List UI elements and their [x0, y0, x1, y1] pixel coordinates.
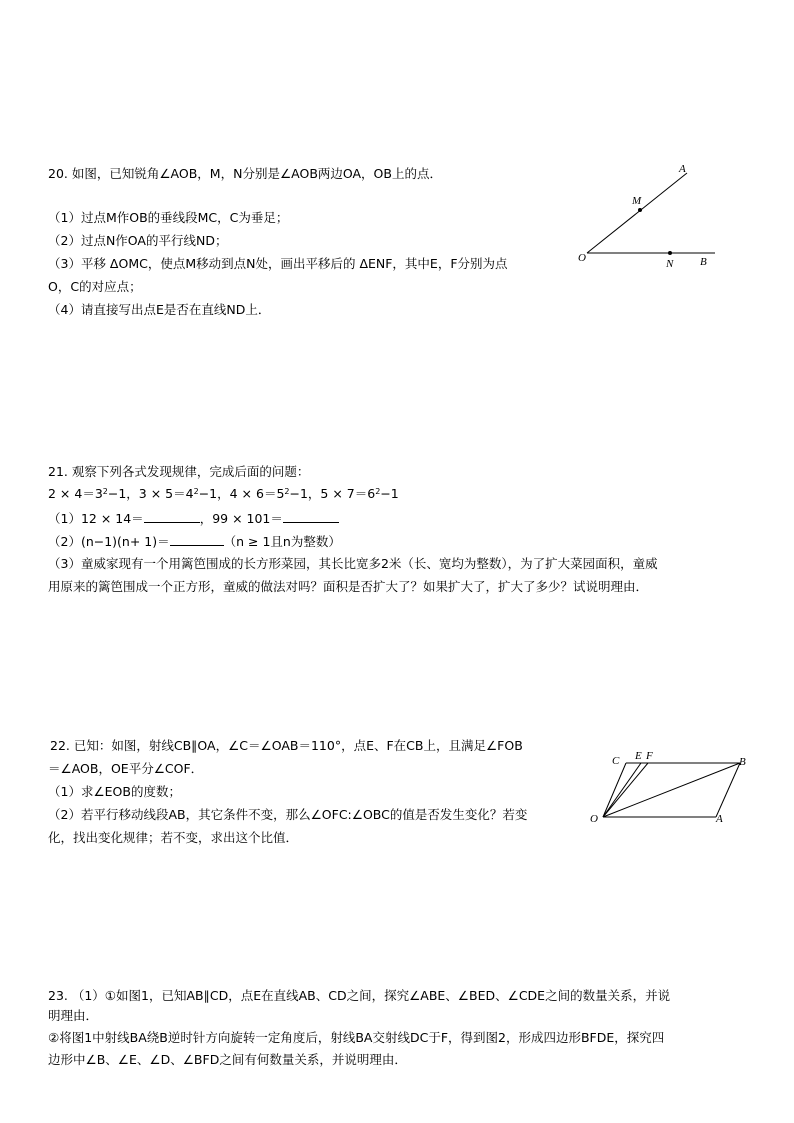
q20-part4: （4）请直接写出点E是否在直线ND上．	[48, 302, 271, 317]
eq-part: −1	[380, 486, 399, 501]
q22-part1: （1）求∠EOB的度数；	[48, 784, 181, 799]
point-n	[668, 251, 672, 255]
q22-part2-line2: 化，找出变化规律；若不变，求出这个比值．	[48, 830, 299, 845]
q21-part2-condition: （n ≥ 1且n为整数）	[223, 534, 341, 549]
eq-part: −1，5 × 7＝6	[289, 486, 376, 501]
label-o: O	[578, 252, 586, 264]
q21-part2-label: （2）(n−1)(n+ 1)＝	[48, 534, 170, 549]
segment-oe	[603, 763, 641, 817]
q20-part1: （1）过点M作OB的垂线段MC，C为垂足；	[48, 210, 289, 225]
label-a: A	[716, 813, 723, 825]
answer-blank[interactable]	[144, 510, 200, 523]
q23-line3: ②将图1中射线BA绕B逆时针方向旋转一定角度后，射线BA交射线DC于F，得到图2，形成四边形BFDE，探究四	[48, 1030, 665, 1045]
q22-stem-line1: 22. 已知：如图，射线CB∥OA，∠C＝∠OAB＝110°，点E、F在CB上，且满足∠FOB	[50, 738, 523, 753]
eq-part: 2 × 4＝3	[48, 486, 103, 501]
q20-part2: （2）过点N作OA的平行线ND；	[48, 233, 228, 248]
q23-line2: 明理由．	[48, 1008, 99, 1023]
label-c: C	[612, 755, 620, 767]
eq-part: −1，4 × 6＝5	[198, 486, 285, 501]
q23-line1: 23. （1）①如图1，已知AB∥CD，点E在直线AB、CD之间，探究∠ABE、∠BED、∠CDE之间的数量关系，并说	[48, 988, 671, 1003]
answer-blank[interactable]	[170, 533, 224, 546]
q22-part2-line1: （2）若平行移动线段AB，其它条件不变，那么∠OFC:∠OBC的值是否发生变化？若变	[48, 807, 528, 822]
q22-figure	[585, 745, 755, 830]
label-o: O	[590, 813, 598, 825]
eq-part: −1，3 × 5＝4	[107, 486, 194, 501]
q22-stem-line2: ＝∠AOB，OE平分∠COF．	[48, 761, 204, 776]
label-b: B	[700, 256, 707, 268]
label-a: A	[679, 163, 686, 175]
exponent: 2	[284, 487, 290, 496]
point-m	[638, 208, 642, 212]
q21-part2	[48, 533, 341, 550]
q21-stem: 21. 观察下列各式发现规律，完成后面的问题：	[48, 464, 310, 479]
q23-line4: 边形中∠B、∠E、∠D、∠BFD之间有何数量关系，并说明理由．	[48, 1052, 407, 1067]
q21-part3-line2: 用原来的篱笆围成一个正方形，童威的做法对吗？面积是否扩大了？如果扩大了，扩大了多少？试说明理由．	[48, 579, 649, 594]
q20-figure	[570, 160, 730, 270]
q21-equations	[48, 486, 399, 502]
q21-part1-label: （1）12 × 14＝	[48, 511, 144, 526]
q20-stem: 20. 如图，已知锐角∠AOB，M，N分别是∠AOB两边OA，OB上的点．	[48, 166, 442, 181]
label-e: E	[635, 750, 642, 762]
answer-blank[interactable]	[283, 510, 339, 523]
exponent: 2	[375, 487, 381, 496]
q20-part3-line1: （3）平移 ΔOMC，使点M移动到点N处，画出平移后的 ΔENF，其中E，F分别为点	[48, 256, 508, 271]
label-m: M	[632, 195, 642, 207]
ray-oa	[587, 173, 687, 253]
segment-of	[603, 763, 648, 817]
exponent: 2	[102, 487, 108, 496]
q20-part3-line2: O，C的对应点；	[48, 279, 142, 294]
q21-part1	[48, 510, 339, 527]
label-b: B	[739, 756, 746, 768]
q21-part1-label2: ，99 × 101＝	[199, 511, 283, 526]
label-f: F	[646, 750, 653, 762]
exponent: 2	[193, 487, 199, 496]
q21-part3-line1: （3）童威家现有一个用篱笆围成的长方形菜园，其长比宽多2米（长、宽均为整数），为了扩大菜园面积，童威	[48, 556, 658, 571]
label-n: N	[666, 258, 674, 270]
